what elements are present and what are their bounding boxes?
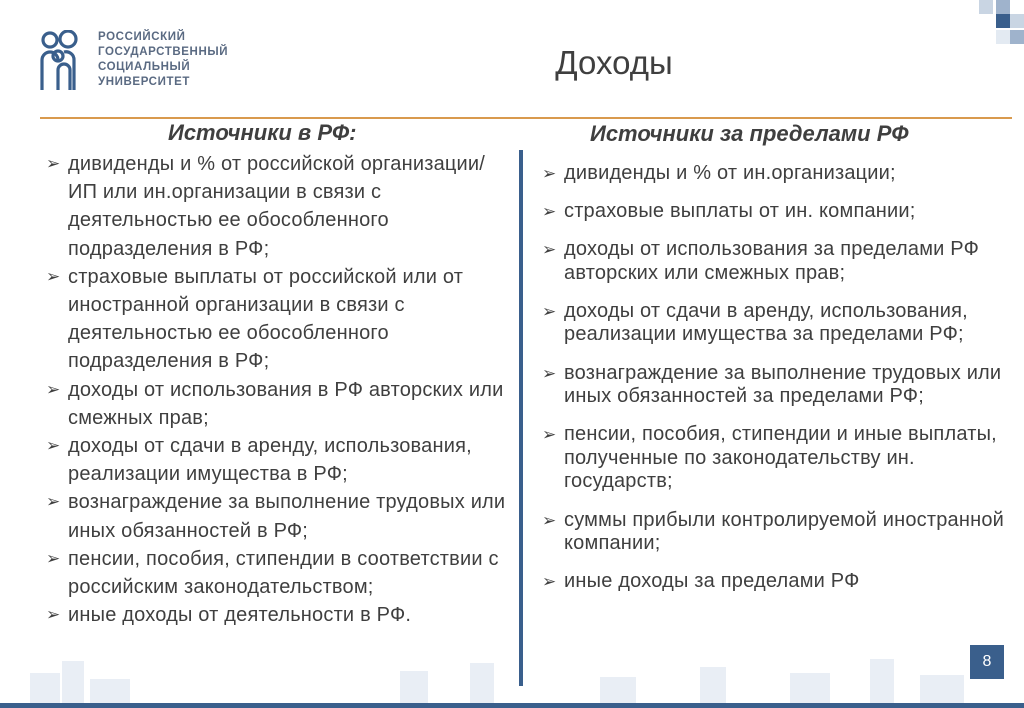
list-item [540,300,1020,347]
arrow-bullet-icon: ➢ [46,154,61,173]
city-skyline-decoration [0,643,1024,703]
item-text: доходы от использования в РФ авторских или смежных прав; [68,378,504,429]
arrow-bullet-icon: ➢ [542,363,557,383]
logo-line: РОССИЙСКИЙ [98,31,186,43]
accent-line [40,117,1012,119]
list-item [540,362,1020,409]
list-item [540,162,1020,186]
arrow-bullet-icon: ➢ [46,379,61,399]
item-text: дивиденды и % от ин.организации; [564,162,896,184]
arrow-bullet-icon: ➢ [542,572,557,592]
arrow-bullet-icon: ➢ [542,301,557,321]
list-item [44,488,514,544]
arrow-bullet-icon: ➢ [542,240,557,260]
list-item [44,263,514,376]
item-text: доходы от использования за пределами РФ авторских или смежных прав; [564,238,980,284]
arrow-bullet-icon: ➢ [46,492,61,512]
logo-line: СОЦИАЛЬНЫЙ [98,61,191,73]
arrow-bullet-icon: ➢ [542,425,557,445]
list-item [540,238,1020,285]
item-text: иные доходы за пределами РФ [564,570,860,593]
item-text: суммы прибыли контролируемой иностранной компании; [564,508,1005,555]
item-text: дивиденды и % от российской организации/ИП или ин.организации в связи с деятельностью ее обособленного подразделения в РФ; [68,153,486,260]
item-text: страховые выплаты от российской или от иностранной организации в связи с деятельностью ее обособленного подразделения в РФ; [68,265,464,373]
list-item [540,423,1020,494]
logo-line: УНИВЕРСИТЕТ [98,76,190,88]
column-divider [519,150,523,686]
left-heading: Источники в РФ: [168,120,357,145]
item-text: страховые выплаты от ин. компании; [564,200,916,223]
item-text: доходы от сдачи в аренду, использования, реализации имущества в РФ; [68,435,472,486]
item-text: вознаграждение за выполнение трудовых или иных обязанностей в РФ; [68,491,506,542]
right-heading: Источники за пределами РФ [590,121,909,146]
list-item [44,432,514,488]
list-item [44,545,514,601]
arrow-bullet-icon: ➢ [542,510,557,530]
arrow-bullet-icon: ➢ [46,266,61,286]
item-text: пенсии, пособия, стипендии и иные выплаты, полученные по законодательству ин. государств; [564,423,997,493]
slide-title: Доходы [555,44,673,81]
left-list [44,150,514,629]
item-text: пенсии, пособия, стипендии в соответствии с российским законодательством; [68,547,499,599]
arrow-bullet-icon: ➢ [542,164,557,183]
item-text: вознаграждение за выполнение трудовых или иных обязанностей за пределами РФ; [564,361,1002,408]
arrow-bullet-icon: ➢ [542,202,557,222]
arrow-bullet-icon: ➢ [46,436,61,456]
item-text: доходы от сдачи в аренду, использования, реализации имущества за пределами РФ; [564,299,968,346]
arrow-bullet-icon: ➢ [46,605,61,625]
item-text: иные доходы от деятельности в РФ. [68,604,412,627]
list-item [44,601,514,629]
list-item [44,150,514,263]
right-list [540,162,1020,608]
list-item [44,376,514,432]
list-item [540,200,1020,224]
list-item [540,509,1020,556]
list-item [540,570,1020,594]
arrow-bullet-icon: ➢ [46,548,61,568]
page-number: 8 [970,645,1004,679]
bottom-strip [0,703,1024,708]
logo-line: ГОСУДАРСТВЕННЫЙ [98,46,229,58]
